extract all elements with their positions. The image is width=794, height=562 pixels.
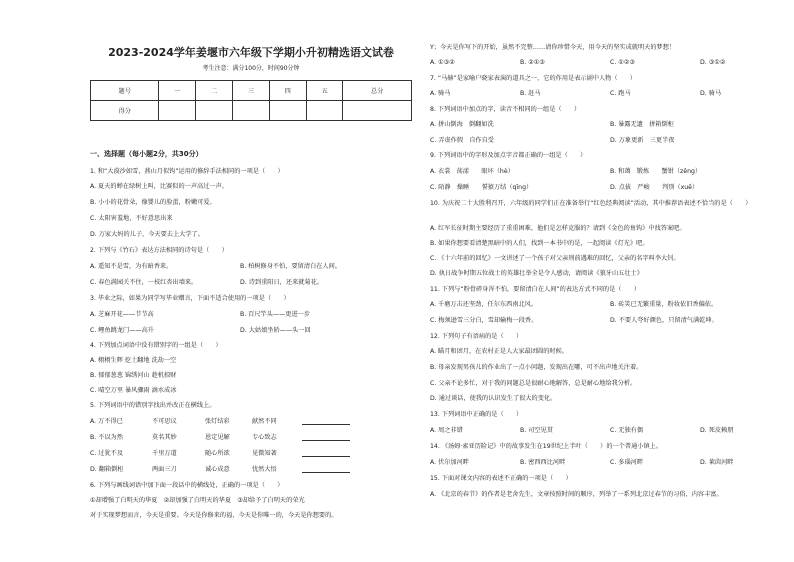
q2-option-a: A. 遥知不是雪，为有暗香来。: [90, 263, 173, 270]
score-header-cell: 一: [159, 81, 196, 101]
question-7: 7. “马赫”是家喻户晓家表演的道具之一，它的作用是表示剧中人物（ ）: [430, 75, 637, 82]
q11-option-c: C. 梅须逊雪三分白，雪却输梅一段香。: [430, 317, 538, 324]
q4-option-b: B. 郁郁葱葱 锦绣河山 趁机掠财: [90, 372, 177, 379]
page-title: 2023-2024学年姜堰市六年级下学期小升初精选语文试卷: [108, 46, 394, 59]
q11-option-b: B. 砖笑已无繁重量，粉妆依旧香偏依。: [610, 301, 718, 308]
question-15: 15. 下面对课文内容的表述不正确的一项是（ ）: [430, 475, 572, 482]
question-2: 2. 下列与《竹石》表达方法相同的诗句是（ ）: [90, 247, 228, 254]
q5-row-c-word-1: C. 过犹不及: [90, 450, 124, 457]
score-cell[interactable]: [159, 101, 196, 121]
q5-row-b-answer-blank[interactable]: [302, 434, 350, 441]
score-cell[interactable]: [196, 101, 233, 121]
q1-option-a: A. 夏天的蝉在绿树上叫，比赛似的一声高过一声。: [90, 183, 228, 190]
exam-notice: 考生注意：满分100分，时间90分钟: [202, 65, 300, 72]
score-table-score-row: [91, 101, 412, 121]
score-header-cell: 总分: [343, 81, 412, 101]
score-header-cell: 二: [196, 81, 233, 101]
q12-option-c: C. 父亲不论多忙，对于我的问题总是很耐心地解答，总是耐心地给我分析。: [430, 380, 637, 387]
q14-option-a: A. 伏尔加河畔: [430, 459, 469, 466]
q15-option-a: A. 《北京的春节》的作者是老舍先生，文章按照时间的顺序，列举了一系列北京过春节的习俗，内容丰富。: [430, 491, 723, 498]
q5-row-c-word-2: 千里万道: [152, 450, 177, 457]
q3-option-c: C. 鲤鱼跳龙门——高升: [90, 327, 154, 334]
q4-option-c: C. 晴空万里 暴风骤雨 滴水成冰: [90, 387, 177, 394]
q13-option-b: B. 司空见贯: [520, 427, 553, 434]
q5-row-b-word-1: B. 不以为然: [90, 434, 123, 441]
question-5: 5. 下列词语中的错别字找出并改正在横线上。: [90, 402, 216, 409]
q6-choices: ①却增强了白明天的华夏 ②却加强了白明天的华夏 ③却给予了白明天的荣光: [90, 497, 305, 504]
q3-option-a: A. 芝麻开花——节节高: [90, 311, 154, 318]
q5-row-d-word-1: D. 翻箱倒柜: [90, 466, 124, 473]
q13-option-c: C. 无独有偶: [610, 427, 644, 434]
q9-option-a: A. 衣裳 荡漾 眼坏（hè）: [430, 168, 514, 175]
q11-option-d: D. 不要人夸好颜色，只留清气满乾坤。: [610, 317, 718, 324]
q12-option-d: D. 通过谈话，使我的认识发生了很大的变化。: [430, 395, 557, 402]
q13-option-a: A. 周之非错: [430, 427, 463, 434]
q2-option-b: B. 柏树修身不怕，要留清白在人间。: [240, 263, 341, 270]
q12-option-a: A. 瞄月和团月，在农村正是人大家最团圆的时候。: [430, 348, 568, 355]
q5-row-a-word-1: A. 万不得已: [90, 418, 123, 425]
q8-option-a: A. 拼山倒海 倒翻如洗: [430, 121, 494, 128]
q6-option-b: B. ②①③: [520, 59, 545, 66]
q1-option-b: B. 小小的花骨朵，像婴儿的脸蛋，粉嫩可爱。: [90, 199, 216, 206]
q14-option-d: D. 莱茵河畔: [700, 459, 734, 466]
q7-option-b: B. 赶马: [520, 90, 541, 97]
q9-option-b: B. 和蔼 锻炼 蟹钳（zēng）: [610, 168, 702, 175]
q5-row-d-word-3: 诚心成意: [205, 466, 230, 473]
question-9: 9. 下列词语中的字形及加点字音都正确的一组是（ ）: [430, 152, 587, 159]
question-6: 6. 下列与画线词语中加下面一段话中的横线处，正确的一项是（ ）: [90, 482, 284, 489]
q2-option-c: C. 春色满园关不住，一枝红杏出墙来。: [90, 279, 198, 286]
q10-option-b: B. 如果你想要看清楚黑暗中的人们，找到一本书中的是，一起阅读《灯光》吧。: [430, 240, 649, 247]
q11-option-a: A. 千磨万击还坚劲，任尔东西南北风。: [430, 301, 538, 308]
section-heading: 一、选择题（每小题2分，共30分）: [90, 150, 203, 158]
q10-option-d: D. 执日战争时期五位战士的英雄壮举全是令人感动，请阅读《狼牙山五壮士》: [430, 270, 643, 277]
q14-option-b: B. 密西西比河畔: [520, 459, 566, 466]
q6-passage: 对于实现梦想而言，今天是重要。今天是你修来的福，今天是你唯一的，今天是你想要的。: [90, 512, 338, 519]
q14-option-c: C. 多瑙河畔: [610, 459, 644, 466]
q5-row-c-word-3: 随心所欲: [205, 450, 230, 457]
q12-option-b: B. 母亲发现男孩儿的作业出了一点小问题，发现出在哪，可不出声地关注着。: [430, 364, 643, 371]
q6-option-a: A. ①③②: [430, 59, 455, 66]
question-13: 13. 下列词语中正确的是（ ）: [430, 411, 523, 418]
question-14: 14. 《汤姆·索亚历险记》中的故事发生在19世纪上半叶（ ）的一个普通小镇上。: [430, 443, 663, 450]
q10-option-c: C. 《十六年前的回忆》一文讲述了一个孩子对父亲刑前遇难的回忆，父亲的名字叫李大钊。: [430, 255, 680, 262]
q6-option-c: C. ①②③: [610, 59, 635, 66]
score-header-cell: 四: [269, 81, 306, 101]
q5-row-a-word-3: 张灯结彩: [205, 418, 230, 425]
score-header-cell: 五: [306, 81, 343, 101]
q7-option-d: D. 骑马: [700, 90, 722, 97]
score-cell[interactable]: [233, 101, 270, 121]
q2-option-d: D. 诗到重阳日，还来就菊花。: [240, 279, 323, 286]
question-4: 4. 下列加点词语中没有错别字的一组是（ ）: [90, 342, 222, 349]
score-cell[interactable]: [306, 101, 343, 121]
q7-option-c: C. 跑马: [610, 90, 631, 97]
question-12: 12. 下列句子有语病的是（ ）: [430, 333, 523, 340]
q5-row-c-word-4: 见微知著: [252, 450, 277, 457]
q5-row-c-answer-blank[interactable]: [302, 450, 350, 457]
question-1: 1. 和“大漠沙如雪，燕山月似钩”运用的修辞手法相同的一项是（ ）: [90, 168, 284, 175]
question-8: 8. 下列词语中加点的字，读音不相同的一组是（ ）: [430, 106, 581, 113]
q5-row-a-answer-blank[interactable]: [302, 418, 350, 425]
q9-option-c: C. 陌静 燥睡 誓猿万结（qīng）: [430, 184, 533, 191]
score-row-label: 得分: [91, 101, 159, 121]
score-cell[interactable]: [269, 101, 306, 121]
q13-option-d: D. 死皮赖朋: [700, 427, 734, 434]
q5-row-d-word-2: 两面三刀: [152, 466, 177, 473]
question-3: 3. 毕业之际，如果为同学写毕业赠言，下面不适合使用的一项是（ ）: [90, 295, 290, 302]
q5-row-d-word-4: 忧然大悟: [252, 466, 277, 473]
question-10: 10. 为庆祝二十大胜利召开，六年级的同学们正在准备举行“红色经典阅读”活动，其中推荐语表述不恰当的是（ ）: [430, 200, 752, 207]
score-cell[interactable]: [343, 101, 412, 121]
q5-row-d-answer-blank[interactable]: [302, 466, 350, 473]
q6-passage-continued: Y；今天是你写下的开始，虽然不完整……请你珍惜今天，用今天的坚实成就明天的梦想！: [430, 44, 676, 51]
q7-option-a: A. 骑马: [430, 90, 451, 97]
q5-row-b-word-4: 专心致志: [252, 434, 277, 441]
score-table: [90, 80, 412, 121]
q8-option-d: D. 万象更新 三更半夜: [610, 137, 675, 144]
score-header-cell: 三: [233, 81, 270, 101]
q8-option-c: C. 弄虚作假 自作自受: [430, 137, 494, 144]
q3-option-b: B. 百尺竿头——更进一步: [240, 311, 311, 318]
q9-option-d: D. 点拔 严峻 判别（xuē）: [610, 184, 699, 191]
q1-option-c: C. 太阳害羞地，不好意思出来: [90, 215, 173, 222]
score-header-cell: 题号: [91, 81, 159, 101]
q10-option-a: A. 红军长征时期主要经历了重重困难，他们是怎样克服的？请到《金色的鱼钩》中找答案吧。: [430, 225, 686, 232]
question-11: 11. 下列与“粉骨碎身浑不怕，要留清白在人间”的表达方式不同的是（ ）: [430, 286, 641, 293]
q4-option-a: A. 栩栩生辉 挖土翻地 洗劫一空: [90, 357, 177, 364]
q8-option-b: B. 暴露无遗 拼箱倒柜: [610, 121, 674, 128]
q3-option-d: D. 大姑娘坐轿——头一回: [240, 327, 311, 334]
q5-row-b-word-2: 莫名其妙: [152, 434, 177, 441]
score-table-header-row: [91, 81, 412, 101]
q1-option-d: D. 万家大妈的儿子，今天要去上大学了。: [90, 231, 204, 238]
q5-row-a-word-4: 献然不同: [252, 418, 277, 425]
q5-row-a-word-2: 不可思议: [152, 418, 177, 425]
q6-option-d: D. ③①②: [700, 59, 726, 66]
q5-row-b-word-3: 恩定见解: [205, 434, 230, 441]
